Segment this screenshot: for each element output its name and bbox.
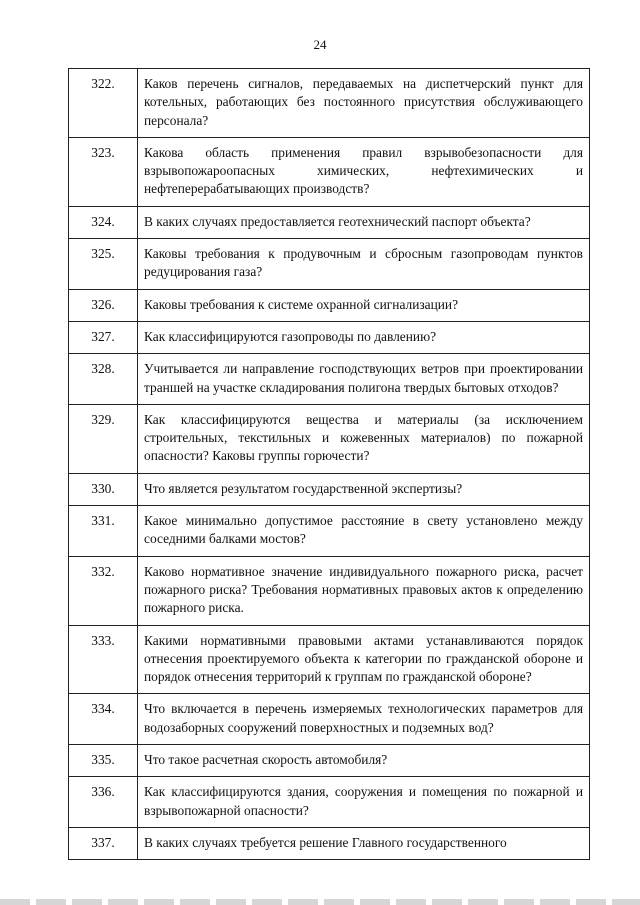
table-row [69, 354, 590, 405]
question-number: 323. [69, 137, 138, 206]
question-number: 325. [69, 239, 138, 290]
table-row [69, 777, 590, 828]
question-text: Что такое расчетная скорость автомобиля? [138, 745, 590, 777]
question-text: Учитывается ли направление господствующих ветров при проектировании траншей на участке складирования полигона твердых бытовых отходов? [138, 354, 590, 405]
question-number: 324. [69, 206, 138, 238]
scan-edge-artifact [0, 899, 640, 905]
question-number: 336. [69, 777, 138, 828]
question-text: Каков перечень сигналов, передаваемых на диспетчерский пункт для котельных, работающих без постоянного присутствия обслуживающего персонала? [138, 69, 590, 138]
question-number: 327. [69, 321, 138, 353]
question-text: Каковы требования к продувочным и сбросным газопроводам пунктов редуцирования газа? [138, 239, 590, 290]
question-number: 337. [69, 827, 138, 859]
question-text: Как классифицируются вещества и материалы (за исключением строительных, текстильных и кожевенных материалов) по пожарной опасности? Каковы группы горючести? [138, 404, 590, 473]
table-row [69, 473, 590, 505]
table-row [69, 206, 590, 238]
question-text: Какое минимально допустимое расстояние в свету установлено между соседними балками мостов? [138, 506, 590, 557]
table-row [69, 404, 590, 473]
table-row [69, 556, 590, 625]
question-text: Как классифицируются газопроводы по давлению? [138, 321, 590, 353]
question-number: 331. [69, 506, 138, 557]
table-row [69, 69, 590, 138]
table-row [69, 694, 590, 745]
table-row [69, 289, 590, 321]
question-text: Каковы требования к системе охранной сигнализации? [138, 289, 590, 321]
question-number: 328. [69, 354, 138, 405]
question-text: Как классифицируются здания, сооружения и помещения по пожарной и взрывопожарной опасности? [138, 777, 590, 828]
table-row [69, 506, 590, 557]
question-number: 333. [69, 625, 138, 694]
table-row [69, 137, 590, 206]
question-number: 334. [69, 694, 138, 745]
question-number: 326. [69, 289, 138, 321]
question-text: В каких случаях требуется решение Главного государственного [138, 827, 590, 859]
table-row [69, 625, 590, 694]
question-text: Какова область применения правил взрывобезопасности для взрывопожароопасных химических, нефтехимических и нефтеперерабатывающих производств? [138, 137, 590, 206]
question-text: В каких случаях предоставляется геотехнический паспорт объекта? [138, 206, 590, 238]
questions-table-body [69, 69, 590, 860]
question-number: 335. [69, 745, 138, 777]
questions-table [68, 68, 590, 860]
page-number: 24 [313, 37, 327, 52]
table-row [69, 827, 590, 859]
table-row [69, 321, 590, 353]
question-text: Каково нормативное значение индивидуального пожарного риска, расчет пожарного риска? Требования нормативных правовых актов к определению пожарного риска. [138, 556, 590, 625]
table-row [69, 239, 590, 290]
question-number: 332. [69, 556, 138, 625]
table-row [69, 745, 590, 777]
question-text: Что включается в перечень измеряемых технологических параметров для водозаборных сооружений поверхностных и подземных вод? [138, 694, 590, 745]
question-text: Что является результатом государственной экспертизы? [138, 473, 590, 505]
question-number: 322. [69, 69, 138, 138]
question-number: 329. [69, 404, 138, 473]
question-text: Какими нормативными правовыми актами устанавливаются порядок отнесения проектируемого объекта к категории по гражданской обороне и порядок отнесения территорий к группам по гражданской обороне? [138, 625, 590, 694]
question-number: 330. [69, 473, 138, 505]
